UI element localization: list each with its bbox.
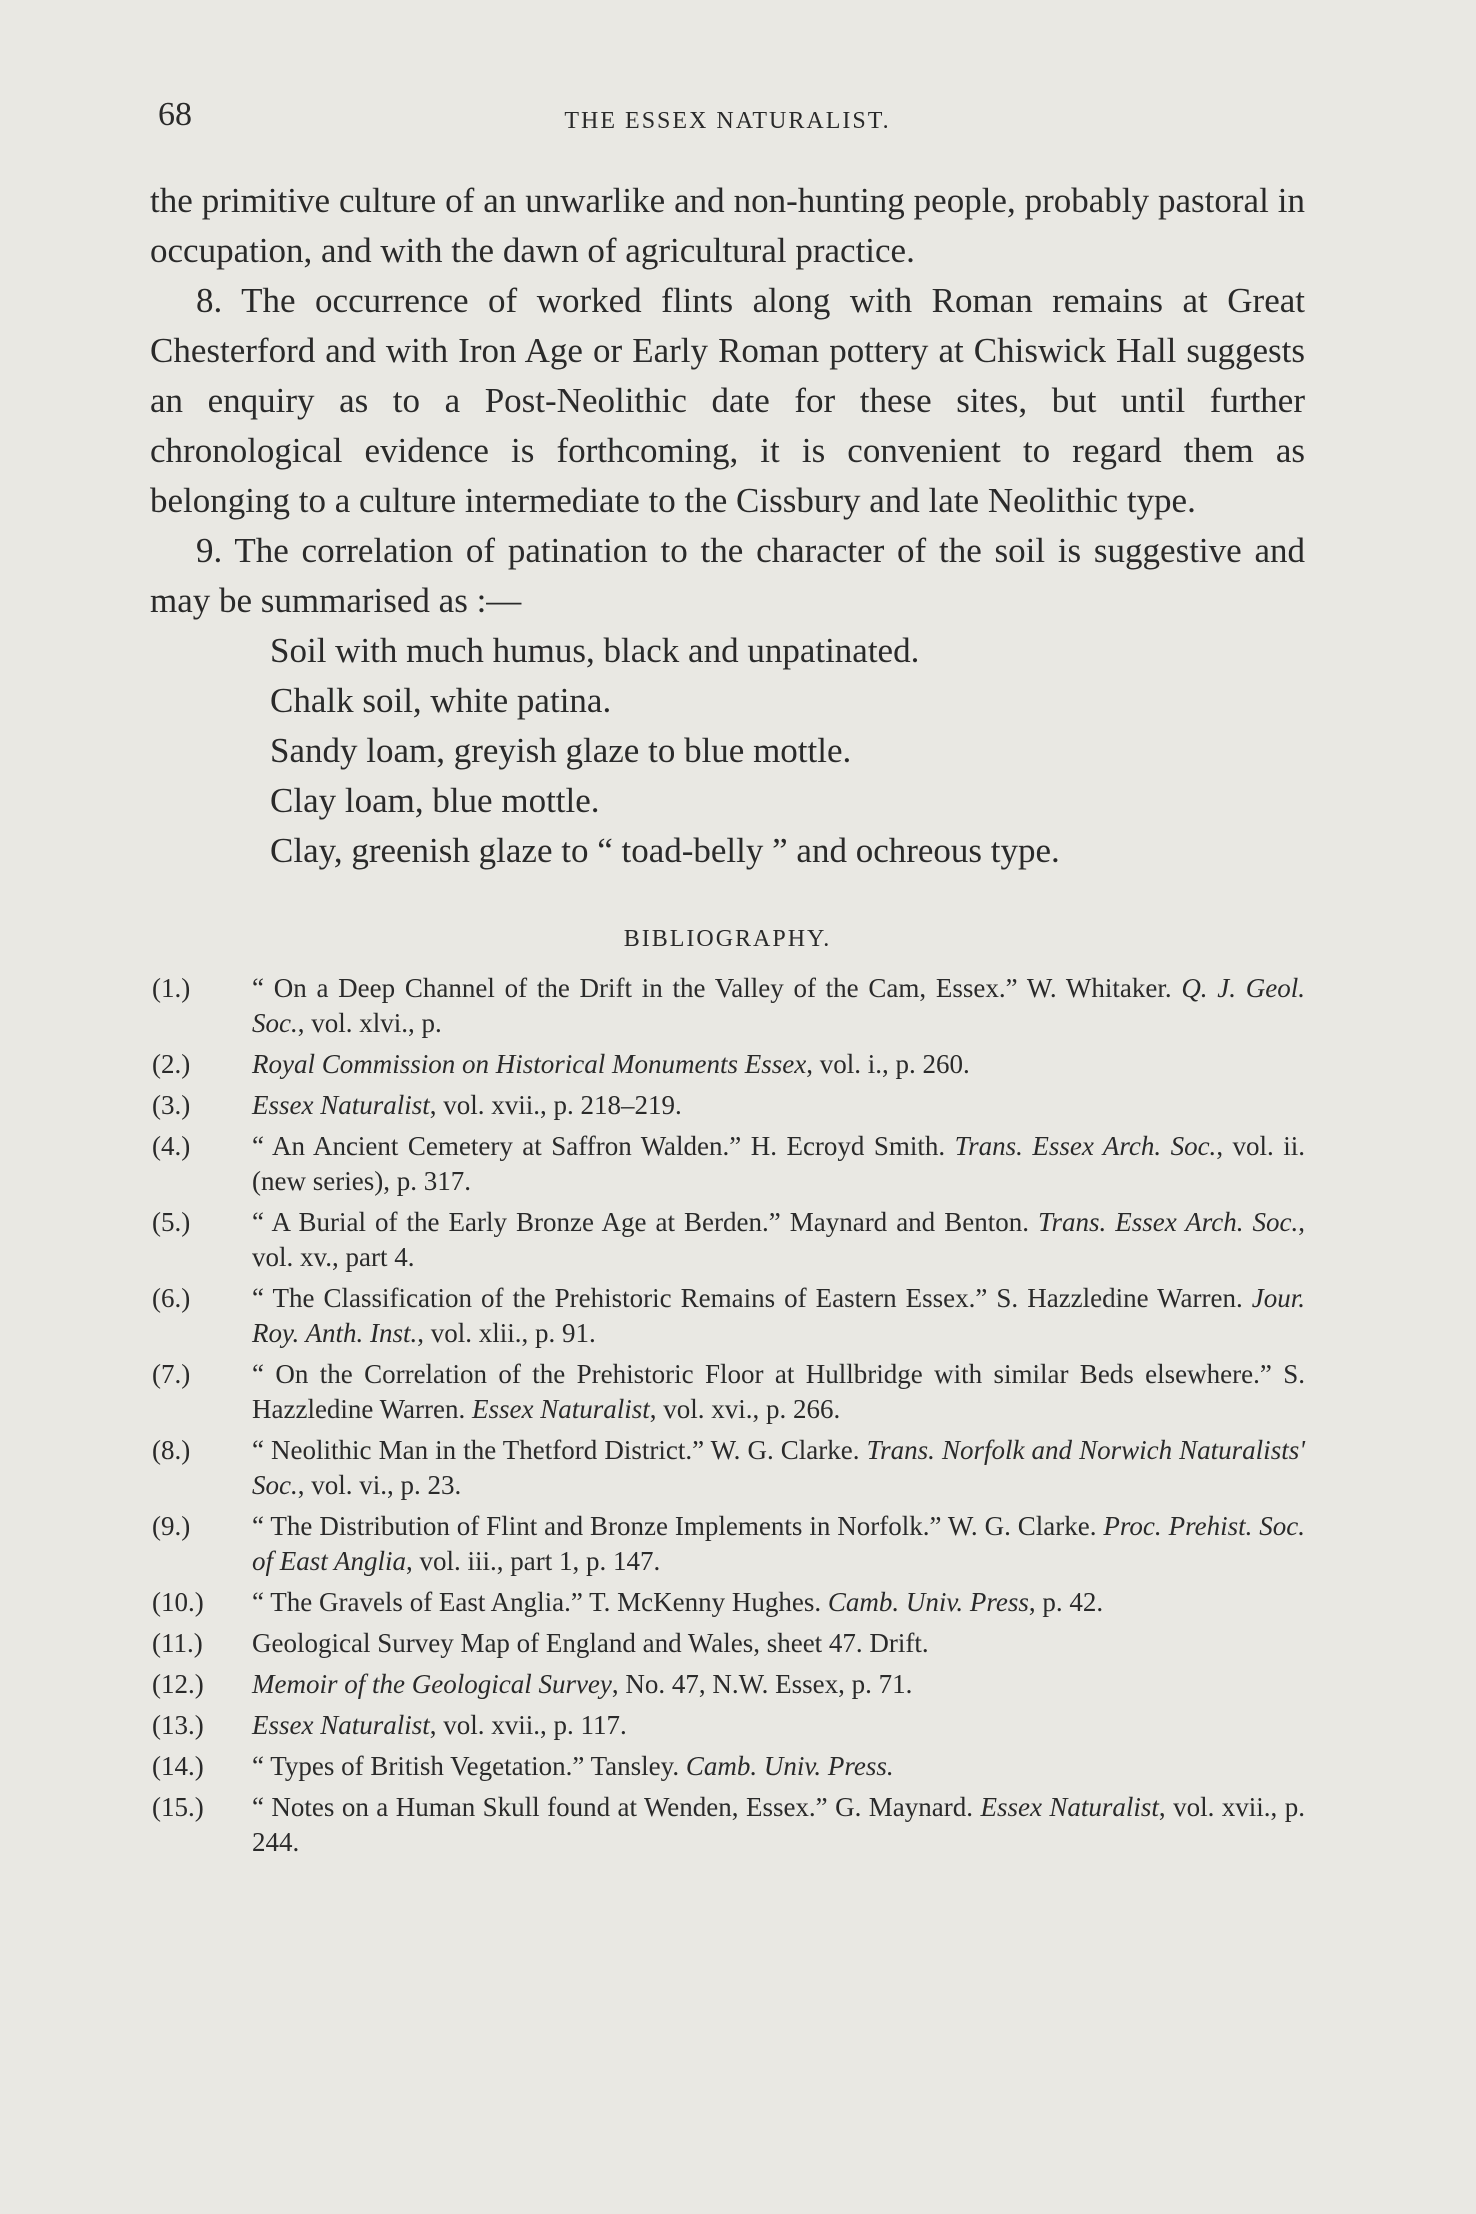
page-header bbox=[150, 88, 1305, 148]
bibliography-title: BIBLIOGRAPHY. bbox=[623, 926, 832, 952]
citation-text: , vol. xlii., p. 91. bbox=[417, 1318, 596, 1348]
citation-text: , vol. i., p. 260. bbox=[806, 1049, 970, 1079]
bibliography-entry-text bbox=[252, 1509, 1305, 1579]
bibliography-entry-text bbox=[252, 971, 1305, 1041]
citation-text: , vol. xvii., p. 117. bbox=[429, 1710, 627, 1740]
document-page bbox=[150, 88, 1305, 1866]
bibliography-entry-number: (9.) bbox=[152, 1511, 191, 1541]
bibliography-entry-number: (8.) bbox=[152, 1435, 191, 1465]
bibliography-entry-number: (10.) bbox=[152, 1587, 204, 1617]
citation-text: , vol. vi., p. 23. bbox=[297, 1470, 462, 1500]
citation-text: “ On the Correlation of the Prehistoric Floor at Hullbridge with similar Beds elsewhere.” S. Hazzledine Warren. bbox=[252, 1359, 1305, 1424]
bibliography-entry-text bbox=[252, 1585, 1305, 1620]
bibliography-entry bbox=[150, 1047, 1305, 1082]
bibliography-entry-number: (1.) bbox=[152, 973, 191, 1003]
citation-italic: Memoir of the Geological Survey bbox=[252, 1669, 612, 1699]
citation-italic: Essex Naturalist bbox=[980, 1792, 1159, 1822]
bibliography-entry-text bbox=[252, 1708, 1305, 1743]
citation-italic: Q. J. Geol. Soc. bbox=[252, 973, 1306, 1038]
citation-text: “ Notes on a Human Skull found at Wenden, Essex.” G. Maynard. bbox=[252, 1792, 981, 1822]
citation-italic: Jour. Roy. Anth. Inst. bbox=[252, 1283, 1305, 1348]
citation-text: “ The Gravels of East Anglia.” T. McKenny Hughes. bbox=[252, 1587, 828, 1617]
citation-text: “ Neolithic Man in the Thetford District.” W. G. Clarke. bbox=[252, 1435, 867, 1465]
citation-text: “ The Distribution of Flint and Bronze Implements in Norfolk.” W. G. Clarke. bbox=[252, 1511, 1104, 1541]
bibliography-entry-text bbox=[252, 1626, 1305, 1661]
soil-list-item: Chalk soil, white patina. bbox=[270, 681, 612, 720]
citation-italic: Trans. Essex Arch. Soc. bbox=[1037, 1207, 1299, 1237]
bibliography-entry bbox=[150, 1433, 1305, 1503]
bibliography-entry-text bbox=[252, 1205, 1305, 1275]
bibliography-entry-number: (12.) bbox=[152, 1669, 204, 1699]
bibliography-entry-number: (15.) bbox=[152, 1792, 204, 1822]
bibliography-entry-text bbox=[252, 1749, 1305, 1784]
bibliography-entry bbox=[150, 1088, 1305, 1123]
bibliography-entry-text bbox=[252, 1047, 1305, 1082]
bibliography-entry-text bbox=[252, 1790, 1305, 1860]
citation-text: , vol. iii., part 1, p. 147. bbox=[406, 1546, 661, 1576]
citation-text: , vol. xvii., p. 218–219. bbox=[429, 1090, 682, 1120]
bibliography-entry-number: (6.) bbox=[152, 1283, 191, 1313]
citation-text: “ Types of British Vegetation.” Tansley. bbox=[252, 1751, 686, 1781]
citation-italic: Camb. Univ. Press. bbox=[685, 1751, 894, 1781]
citation-text: “ The Classification of the Prehistoric Remains of Eastern Essex.” S. Hazzledine Warren. bbox=[252, 1283, 1252, 1313]
soil-list-item: Soil with much humus, black and unpatinated. bbox=[270, 631, 920, 670]
citation-text: “ On a Deep Channel of the Drift in the Valley of the Cam, Essex.” W. Whitaker. bbox=[252, 973, 1182, 1003]
running-title: THE ESSEX NATURALIST. bbox=[564, 108, 891, 134]
citation-text: , vol. ii. (new series), p. 317. bbox=[252, 1131, 1306, 1196]
bibliography-entry-text bbox=[252, 1129, 1305, 1199]
citation-text: , No. 47, N.W. Essex, p. 71. bbox=[611, 1669, 913, 1699]
bibliography-entry-number: (7.) bbox=[152, 1359, 191, 1389]
bibliography-entry-text bbox=[252, 1433, 1305, 1503]
citation-text: “ A Burial of the Early Bronze Age at Berden.” Maynard and Benton. bbox=[252, 1207, 1038, 1237]
bibliography-entry-text bbox=[252, 1357, 1305, 1427]
soil-list-item: Clay loam, blue mottle. bbox=[270, 781, 600, 820]
bibliography-entry-text bbox=[252, 1281, 1305, 1351]
bibliography-entry bbox=[150, 1749, 1305, 1784]
soil-list bbox=[150, 626, 1305, 876]
bibliography-entry bbox=[150, 1626, 1305, 1661]
paragraph-9: 9. The correlation of patination to the character of the soil is suggestive and may be summarised as :— bbox=[150, 531, 1305, 620]
citation-text: Geological Survey Map of England and Wales, sheet 47. Drift. bbox=[252, 1628, 929, 1658]
citation-italic: Trans. Essex Arch. Soc. bbox=[954, 1131, 1217, 1161]
bibliography-entry bbox=[150, 1129, 1305, 1199]
bibliography-entry-text bbox=[252, 1667, 1305, 1702]
citation-italic: Camb. Univ. Press bbox=[827, 1587, 1029, 1617]
bibliography-entry-number: (3.) bbox=[152, 1090, 191, 1120]
bibliography-entry bbox=[150, 1708, 1305, 1743]
bibliography-entry-text bbox=[252, 1088, 1305, 1123]
bibliography-entry-number: (5.) bbox=[152, 1207, 191, 1237]
bibliography-entry bbox=[150, 1205, 1305, 1275]
page-number: 68 bbox=[158, 96, 192, 133]
paragraph-8: 8. The occurrence of worked flints along with Roman remains at Great Chesterford and with Iron Age or Early Roman pottery at Chiswick Hall suggests an enquiry as to a Post-Neolithic date for these sites, but until further chronological evidence is forthcoming, it is convenient to regard them as belonging to a culture intermediate to the Cissbury and late Neolithic type. bbox=[150, 281, 1305, 520]
bibliography-entry bbox=[150, 1357, 1305, 1427]
citation-italic: Royal Commission on Historical Monuments Essex bbox=[252, 1049, 807, 1079]
bibliography-entry bbox=[150, 971, 1305, 1041]
citation-text: “ An Ancient Cemetery at Saffron Walden.” H. Ecroyd Smith. bbox=[252, 1131, 955, 1161]
citation-italic: Essex Naturalist bbox=[252, 1090, 430, 1120]
bibliography-entry-number: (11.) bbox=[152, 1628, 203, 1658]
bibliography-entry bbox=[150, 1509, 1305, 1579]
citation-text: , p. 42. bbox=[1028, 1587, 1104, 1617]
soil-list-item: Sandy loam, greyish glaze to blue mottle. bbox=[270, 731, 852, 770]
citation-italic: Proc. Prehist. Soc. of East Anglia bbox=[252, 1511, 1305, 1576]
bibliography-entry-number: (2.) bbox=[152, 1049, 191, 1079]
bibliography-entry-number: (13.) bbox=[152, 1710, 204, 1740]
citation-text: , vol. xlvi., p. bbox=[297, 1008, 442, 1038]
bibliography-entry bbox=[150, 1790, 1305, 1860]
citation-italic: Essex Naturalist bbox=[252, 1710, 430, 1740]
bibliography-entry bbox=[150, 1667, 1305, 1702]
citation-italic: Trans. Norfolk and Norwich Naturalists' Soc. bbox=[252, 1435, 1305, 1500]
bibliography-entry-number: (4.) bbox=[152, 1131, 191, 1161]
citation-italic: Essex Naturalist bbox=[471, 1394, 650, 1424]
paragraph-continuation: the primitive culture of an unwarlike and non-hunting people, probably pastoral in occupation, and with the dawn of agricultural practice. bbox=[150, 181, 1305, 270]
bibliography-list bbox=[150, 971, 1305, 1860]
citation-text: , vol. xvii., p. 244. bbox=[252, 1792, 1305, 1857]
citation-text: , vol. xvi., p. 266. bbox=[649, 1394, 841, 1424]
body-text bbox=[150, 176, 1305, 876]
bibliography-entry bbox=[150, 1585, 1305, 1620]
bibliography-entry-number: (14.) bbox=[152, 1751, 204, 1781]
soil-list-item: Clay, greenish glaze to “ toad-belly ” and ochreous type. bbox=[270, 831, 1060, 870]
bibliography-entry bbox=[150, 1281, 1305, 1351]
citation-text: , vol. xv., part 4. bbox=[252, 1207, 1306, 1272]
